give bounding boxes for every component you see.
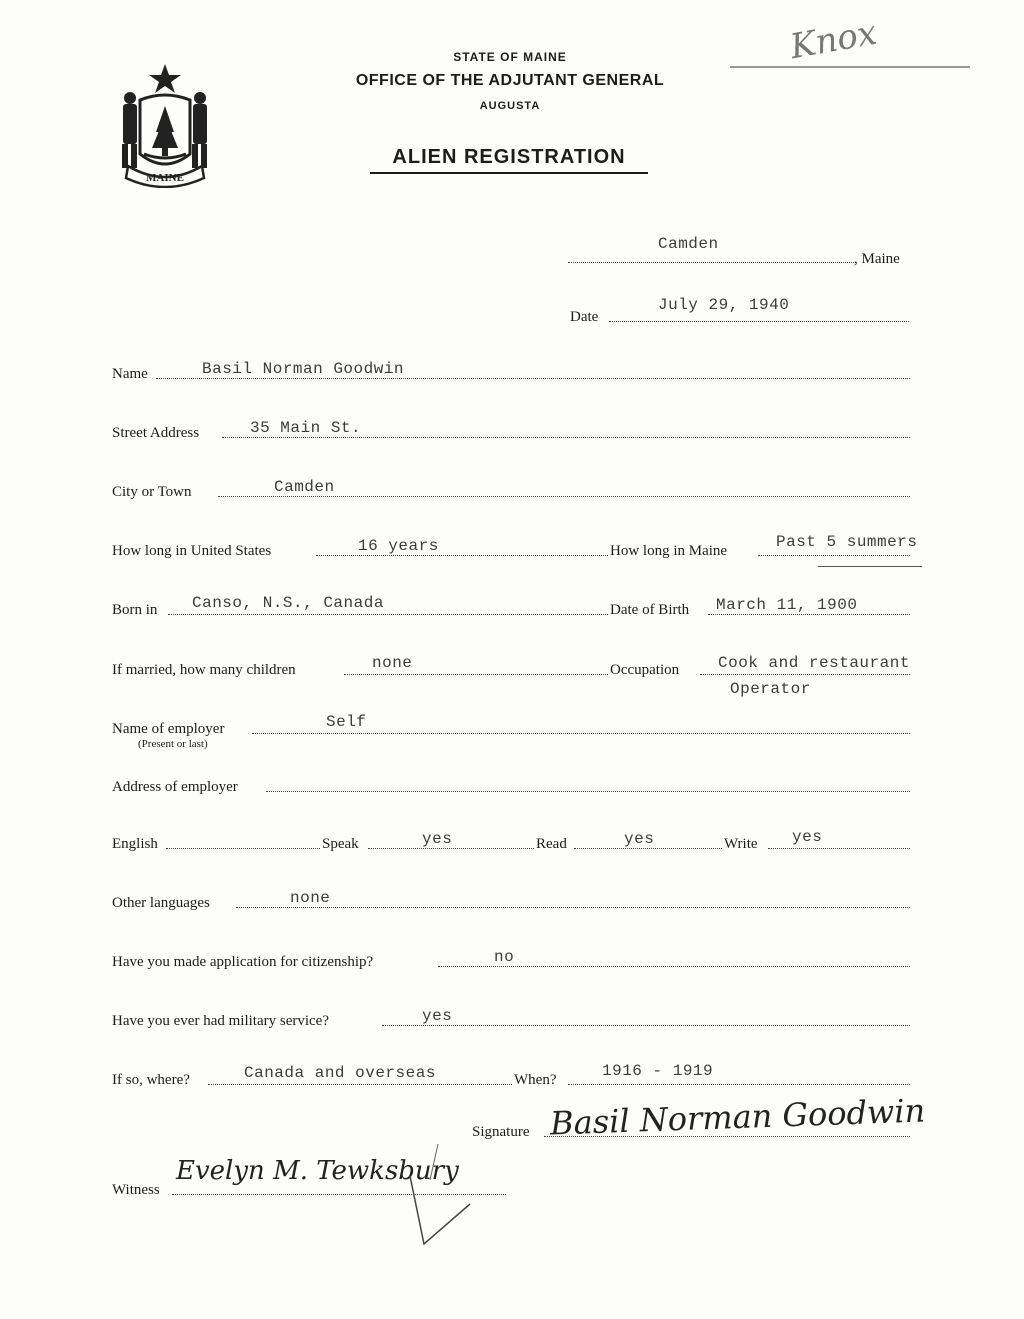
form-title: ALIEN REGISTRATION xyxy=(370,146,648,174)
dob-value: March 11, 1900 xyxy=(716,596,858,614)
where-label: If so, where? xyxy=(112,1072,190,1088)
svg-text:MAINE: MAINE xyxy=(146,172,184,184)
street-value: 35 Main St. xyxy=(250,419,362,437)
employer-label: Name of employer xyxy=(112,721,225,737)
how-long-maine-value: Past 5 summers xyxy=(776,533,918,551)
english-label: English xyxy=(112,836,158,852)
read-value: yes xyxy=(624,830,655,848)
location-suffix: , Maine xyxy=(854,251,900,267)
read-label: Read xyxy=(536,836,567,852)
location-town-value: Camden xyxy=(658,235,719,253)
speak-line xyxy=(368,848,534,849)
military-value: yes xyxy=(422,1007,453,1025)
header-state: STATE OF MAINE xyxy=(453,50,567,64)
citizenship-line xyxy=(438,966,910,967)
how-long-us-label: How long in United States xyxy=(112,543,272,559)
born-in-label: Born in xyxy=(112,602,158,618)
corner-note-underline xyxy=(730,66,970,68)
other-languages-value: none xyxy=(290,889,331,907)
occupation-value-line2: Operator xyxy=(730,680,811,698)
witness-check-mark xyxy=(400,1140,480,1250)
how-long-maine-label: How long in Maine xyxy=(610,543,728,559)
occupation-line xyxy=(700,674,910,675)
city-line xyxy=(218,496,910,497)
speak-label: Speak xyxy=(322,836,359,852)
date-label: Date xyxy=(570,309,599,325)
employer-sublabel: (Present or last) xyxy=(138,738,208,750)
when-value: 1916 - 1919 xyxy=(602,1062,714,1080)
when-label: When? xyxy=(514,1072,557,1088)
city-value: Camden xyxy=(274,478,335,496)
date-line xyxy=(609,321,909,322)
born-in-value: Canso, N.S., Canada xyxy=(192,594,384,612)
write-label: Write xyxy=(724,836,758,852)
children-value: none xyxy=(372,654,413,672)
header-office: OFFICE OF THE ADJUTANT GENERAL xyxy=(355,72,665,89)
occupation-label: Occupation xyxy=(610,662,680,678)
where-value: Canada and overseas xyxy=(244,1064,436,1082)
corner-note: Knox xyxy=(787,12,880,68)
name-label: Name xyxy=(112,366,148,382)
signature-value: Basil Norman Goodwin xyxy=(549,1091,926,1143)
how-long-maine-line xyxy=(758,555,910,556)
english-line xyxy=(166,848,320,849)
employer-value: Self xyxy=(326,713,367,731)
write-value: yes xyxy=(792,828,823,846)
occupation-value-line1: Cook and restaurant xyxy=(718,654,910,672)
how-long-maine-underline xyxy=(818,566,922,567)
military-line xyxy=(382,1025,910,1026)
street-label: Street Address xyxy=(112,425,200,441)
employer-address-label: Address of employer xyxy=(112,779,238,795)
other-languages-label: Other languages xyxy=(112,895,210,911)
how-long-us-line xyxy=(316,555,608,556)
write-line xyxy=(768,848,910,849)
name-value: Basil Norman Goodwin xyxy=(202,360,405,378)
maine-state-seal-icon xyxy=(112,62,218,188)
citizenship-value: no xyxy=(494,948,515,966)
name-line xyxy=(156,378,910,379)
witness-value: Evelyn M. Tewksbury xyxy=(176,1156,459,1186)
military-label: Have you ever had military service? xyxy=(112,1013,329,1029)
children-line xyxy=(344,674,608,675)
other-languages-line xyxy=(236,907,910,908)
employer-address-line xyxy=(266,791,910,792)
children-label: If married, how many children xyxy=(112,662,296,678)
where-line xyxy=(208,1084,512,1085)
employer-line xyxy=(252,733,910,734)
how-long-us-value: 16 years xyxy=(358,537,439,555)
date-value: July 29, 1940 xyxy=(658,296,790,314)
citizenship-label: Have you made application for citizenship? xyxy=(112,954,374,970)
signature-label: Signature xyxy=(472,1124,530,1140)
header-city: AUGUSTA xyxy=(479,100,541,112)
dob-line xyxy=(708,614,910,615)
location-line xyxy=(568,262,856,263)
speak-value: yes xyxy=(422,830,453,848)
street-line xyxy=(222,437,910,438)
read-line xyxy=(574,848,722,849)
born-in-line xyxy=(168,614,608,615)
dob-label: Date of Birth xyxy=(610,602,690,618)
city-label: City or Town xyxy=(112,484,192,500)
when-line xyxy=(568,1084,910,1085)
witness-label: Witness xyxy=(112,1182,160,1198)
